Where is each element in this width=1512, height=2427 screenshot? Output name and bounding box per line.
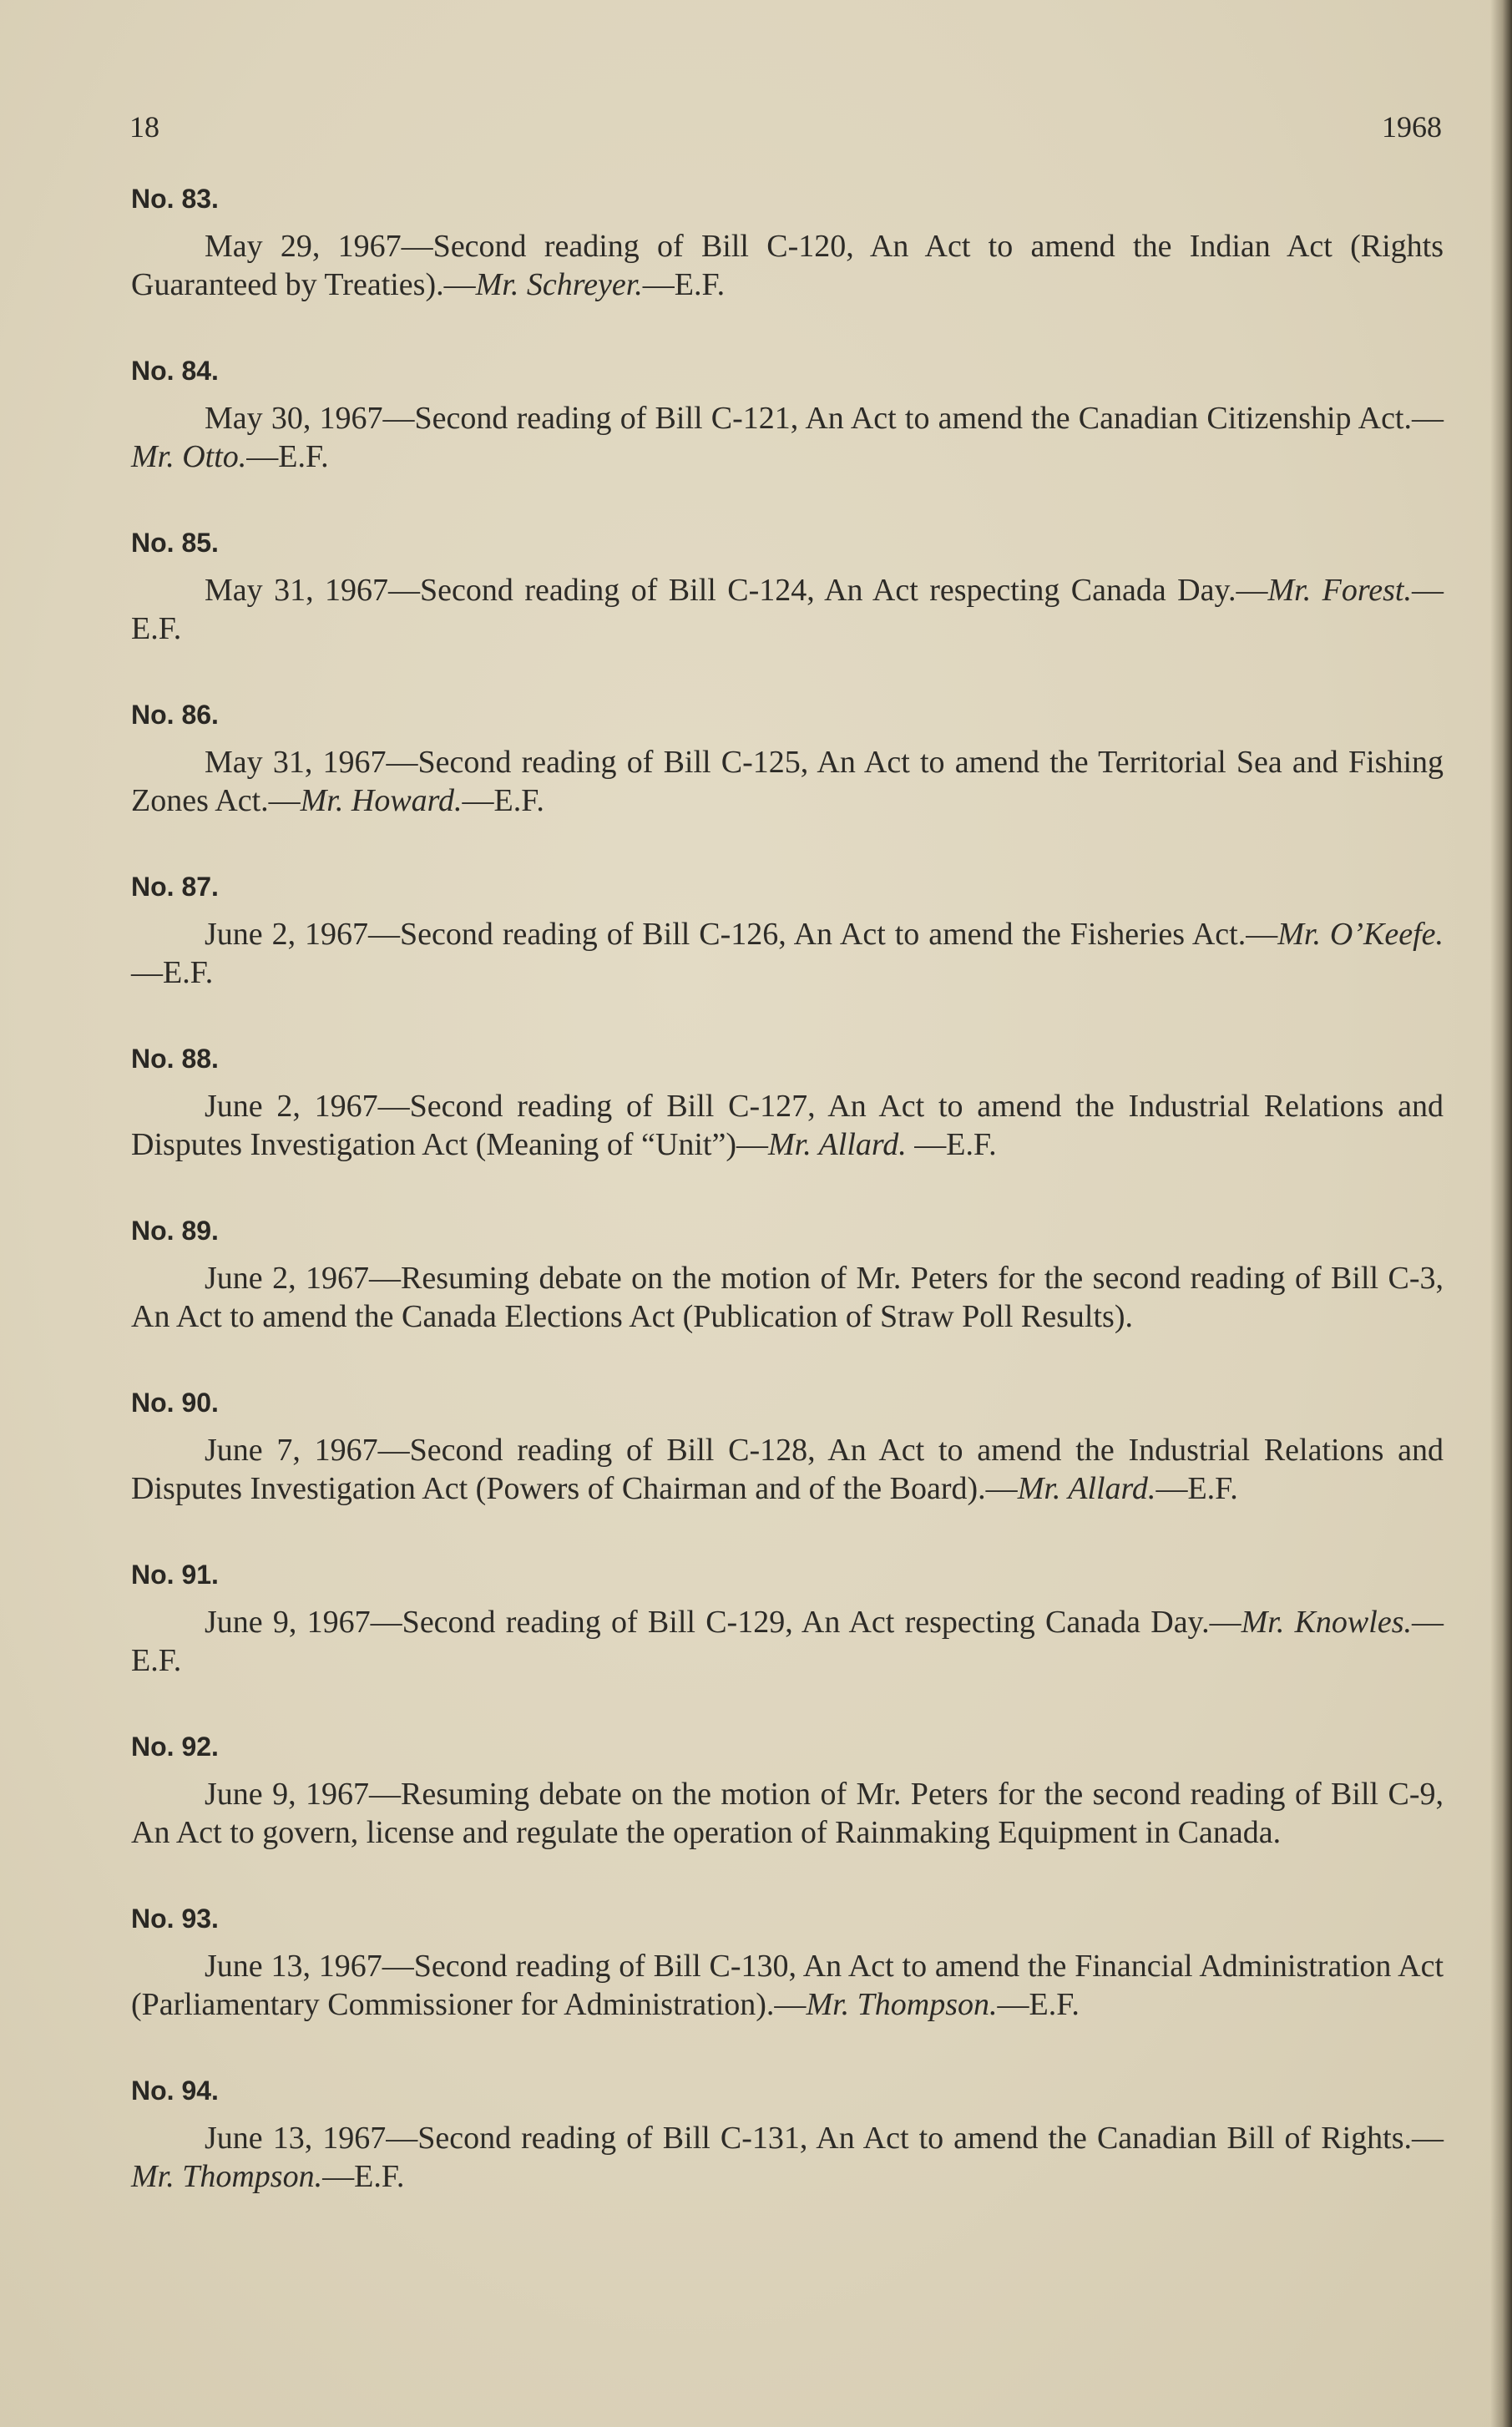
entry-body: June 9, 1967—Resuming debate on the motion of Mr. Peters for the second reading of Bill C-9, An Act to govern, license and regulate the operation of Rainmaking Equipment in Canada. (131, 1777, 1444, 1850)
entry-suffix: —E.F. (906, 1127, 997, 1162)
entry-number: No. 92. (131, 1732, 219, 1762)
entry-text (131, 915, 1444, 992)
entry-92 (131, 1730, 1444, 1852)
mover-name: Mr. Howard. (300, 783, 463, 818)
entry-85 (131, 526, 1444, 648)
entry-body: June 9, 1967—Second reading of Bill C-129, An Act respecting Canada Day.— (205, 1605, 1241, 1640)
mover-name: Mr. Forest. (1267, 573, 1412, 608)
entry-text (131, 1259, 1444, 1336)
entry-86 (131, 698, 1444, 820)
entry-90 (131, 1386, 1444, 1508)
entry-number: No. 87. (131, 872, 219, 902)
mover-name: Mr. Otto. (131, 439, 247, 474)
entry-suffix: —E.F. (1155, 1471, 1238, 1506)
entry-number: No. 85. (131, 528, 219, 558)
entry-body: May 31, 1967—Second reading of Bill C-125, An Act to amend the Territorial Sea and Fishing Zones Act.— (131, 745, 1444, 818)
entry-87 (131, 870, 1444, 992)
mover-name: Mr. Schreyer. (475, 267, 643, 302)
entry-body: June 2, 1967—Second reading of Bill C-127, An Act to amend the Industrial Relations and Disputes Investigation Act (Meaning of “Unit”)— (131, 1089, 1444, 1162)
entry-body: June 13, 1967—Second reading of Bill C-130, An Act to amend the Financial Administration Act (Parliamentary Commissioner for Administration).— (131, 1949, 1444, 2022)
entry-93 (131, 1902, 1444, 2024)
entry-number: No. 83. (131, 184, 219, 214)
mover-name: Mr. Allard. (768, 1127, 907, 1162)
entry-text (131, 2119, 1444, 2196)
mover-name: Mr. Thompson. (131, 2159, 323, 2194)
entry-suffix: —E.F. (131, 1605, 1444, 1678)
entry-suffix: —E.F. (462, 783, 544, 818)
entry-suffix: —E.F. (131, 955, 214, 990)
entry-text (131, 1087, 1444, 1164)
mover-name: Mr. Thompson. (806, 1987, 998, 2022)
entry-suffix: —E.F. (322, 2159, 405, 2194)
entry-suffix: —E.F. (997, 1987, 1080, 2022)
entry-text (131, 1603, 1444, 1680)
entry-number: No. 90. (131, 1388, 219, 1418)
entry-number: No. 89. (131, 1216, 219, 1246)
entry-number: No. 91. (131, 1560, 219, 1590)
entry-suffix: —E.F. (131, 573, 1444, 646)
mover-name: Mr. Allard. (1017, 1471, 1156, 1506)
page-year: 1968 (1382, 110, 1442, 144)
entry-number: No. 93. (131, 1904, 219, 1934)
entry-body: June 7, 1967—Second reading of Bill C-128, An Act to amend the Industrial Relations and Disputes Investigation Act (Powers of Chairman and of the Board).— (131, 1433, 1444, 1506)
entry-text (131, 1431, 1444, 1508)
entry-number: No. 84. (131, 356, 219, 386)
entry-text (131, 227, 1444, 304)
entry-88 (131, 1042, 1444, 1164)
entry-84 (131, 354, 1444, 476)
entry-number: No. 94. (131, 2076, 219, 2106)
entry-body: June 2, 1967—Second reading of Bill C-126, An Act to amend the Fisheries Act.— (205, 917, 1278, 952)
entry-number: No. 88. (131, 1044, 219, 1074)
page-edge-shadow (1490, 0, 1512, 2427)
entry-text (131, 571, 1444, 648)
entry-suffix: —E.F. (246, 439, 329, 474)
entry-body: June 2, 1967—Resuming debate on the motion of Mr. Peters for the second reading of Bill C-3, An Act to amend the Canada Elections Act (Publication of Straw Poll Results). (131, 1261, 1444, 1334)
entry-89 (131, 1214, 1444, 1336)
entry-body: May 29, 1967—Second reading of Bill C-120, An Act to amend the Indian Act (Rights Guaranteed by Treaties).— (131, 229, 1444, 302)
page-number: 18 (129, 110, 159, 144)
mover-name: Mr. O’Keefe. (1277, 917, 1444, 952)
entry-body: June 13, 1967—Second reading of Bill C-131, An Act to amend the Canadian Bill of Rights.— (205, 2121, 1444, 2156)
entry-text (131, 1775, 1444, 1852)
entry-94 (131, 2074, 1444, 2196)
entry-suffix: —E.F. (642, 267, 726, 302)
entry-91 (131, 1558, 1444, 1680)
entry-number: No. 86. (131, 700, 219, 730)
entry-list (131, 182, 1444, 2246)
entry-body: May 31, 1967—Second reading of Bill C-124, An Act respecting Canada Day.— (205, 573, 1268, 608)
entry-83 (131, 182, 1444, 304)
mover-name: Mr. Knowles. (1241, 1605, 1412, 1640)
entry-body: May 30, 1967—Second reading of Bill C-121, An Act to amend the Canadian Citizenship Act.— (205, 401, 1444, 436)
page-header (129, 109, 1442, 151)
entry-text (131, 743, 1444, 820)
entry-text (131, 399, 1444, 476)
entry-text (131, 1947, 1444, 2024)
